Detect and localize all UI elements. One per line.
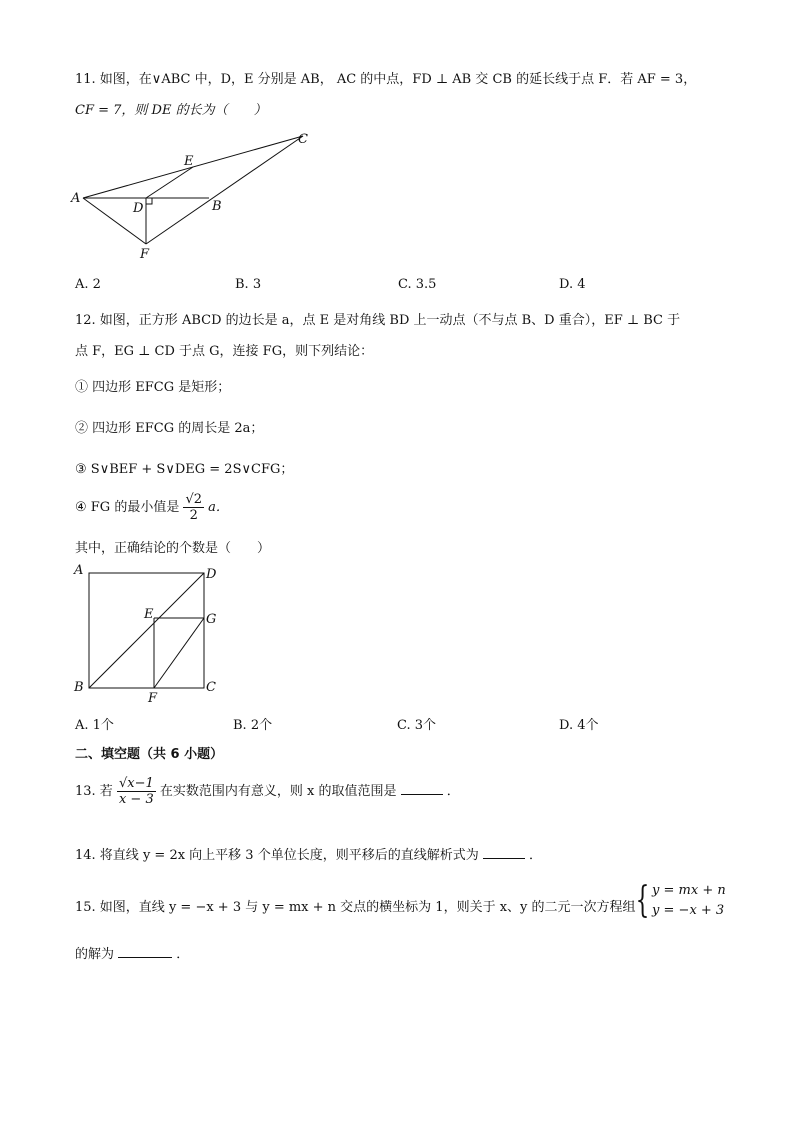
q12-option-d: D. 4个: [559, 718, 599, 733]
q12-option-c: C. 3个: [397, 718, 437, 733]
q12-label-G: G: [206, 612, 217, 627]
q15-answer-blank[interactable]: [118, 957, 172, 958]
q11-label-C: C: [298, 132, 308, 147]
q12-conclusion-3: ③ S∨BEF + S∨DEG = 2S∨CFG；: [75, 462, 294, 477]
q13-fraction: [117, 776, 156, 807]
q12-label-A: A: [74, 563, 84, 578]
q11-option-b: B. 3: [235, 277, 262, 292]
q12-stem-line1: 12. 如图，正方形 ABCD 的边长是 a，点 E 是对角线 BD 上一动点（不与点 B、D 重合），EF ⊥ BC 于: [75, 313, 681, 328]
q12-conclusion-4: [75, 492, 229, 523]
q12-option-a: A. 1个: [75, 718, 114, 733]
q14-text: 14. 将直线 y = 2x 向上平移 3 个单位长度，则平移后的直线解析式为: [75, 848, 479, 863]
q12-question: 其中，正确结论的个数是（ ）: [75, 541, 271, 556]
q13-prefix: 13. 若: [75, 784, 113, 799]
q14-line: [75, 844, 542, 863]
q11-right-angle-mark: [146, 198, 152, 204]
q11-label-A: A: [71, 191, 81, 206]
q13-numerator: √x−1: [118, 776, 154, 791]
q13-denominator: x − 3: [118, 792, 154, 807]
q11-label-B: B: [212, 199, 222, 214]
section-heading-fill-in: 二、填空题（共 6 小题）: [75, 747, 224, 762]
q12-c4-denominator: 2: [189, 508, 198, 523]
q13-answer-blank[interactable]: [401, 794, 443, 795]
q12-label-E: E: [144, 607, 154, 622]
q12-stem-line2: 点 F，EG ⊥ CD 于点 G，连接 FG，则下列结论：: [75, 344, 374, 359]
q15-equation-system: [631, 881, 726, 921]
q12-option-b: B. 2个: [233, 718, 273, 733]
q11-label-D: D: [133, 201, 144, 216]
q11-label-E: E: [184, 154, 194, 169]
q11-option-d: D. 4: [559, 277, 586, 292]
q13-suffix: 在实数范围内有意义，则 x 的取值范围是: [159, 784, 397, 799]
q13-end: ．: [446, 784, 460, 799]
q12-c4-numerator: √2: [185, 492, 203, 507]
q14-end: ．: [529, 848, 543, 863]
q14-answer-blank[interactable]: [483, 858, 525, 859]
q11-stem-line1: 11. 如图，在∨ABC 中，D，E 分别是 AB， AC 的中点，FD ⊥ AB 交 CB 的延长线于点 F．若 AF = 3，: [75, 72, 697, 87]
q15-brace: {: [635, 880, 650, 921]
q12-diagonal-BD: [89, 573, 204, 688]
q11-segment-DE: [146, 167, 193, 198]
q13-line: [75, 776, 460, 807]
q12-c4-prefix: ④ FG 的最小值是: [75, 500, 180, 515]
q12-conclusion-2: ② 四边形 EFCG 的周长是 2a；: [75, 421, 264, 436]
q15-answer-prefix: 的解为: [75, 947, 115, 962]
q12-label-C: C: [206, 680, 216, 695]
q15-end: ．: [176, 947, 190, 962]
q12-conclusion-1: ① 四边形 EFCG 是矩形；: [75, 380, 231, 395]
q15-equation-2: y = −x + 3: [652, 903, 725, 918]
q12-c4-suffix: a．: [208, 500, 229, 515]
q12-c4-fraction: [183, 492, 204, 523]
q15-line2: [75, 943, 189, 962]
q11-figure: [66, 126, 326, 262]
q12-label-D: D: [206, 567, 217, 582]
q15-text: 15. 如图，直线 y = −x + 3 与 y = mx + n 交点的横坐标为 1，则关于 x、y 的二元一次方程组: [75, 900, 636, 915]
q11-option-a: A. 2: [75, 277, 101, 292]
q12-segment-FG: [154, 618, 204, 688]
q11-stem-line2: CF = 7，则 DE 的长为（ ）: [75, 103, 267, 118]
q12-figure: [68, 560, 228, 708]
q15-equation-1: y = mx + n: [652, 883, 726, 898]
q11-segment-FC: [146, 136, 303, 244]
q12-label-F: F: [148, 691, 158, 706]
q12-label-B: B: [74, 680, 84, 695]
q11-option-c: C. 3.5: [398, 277, 437, 292]
q11-label-F: F: [140, 247, 150, 262]
